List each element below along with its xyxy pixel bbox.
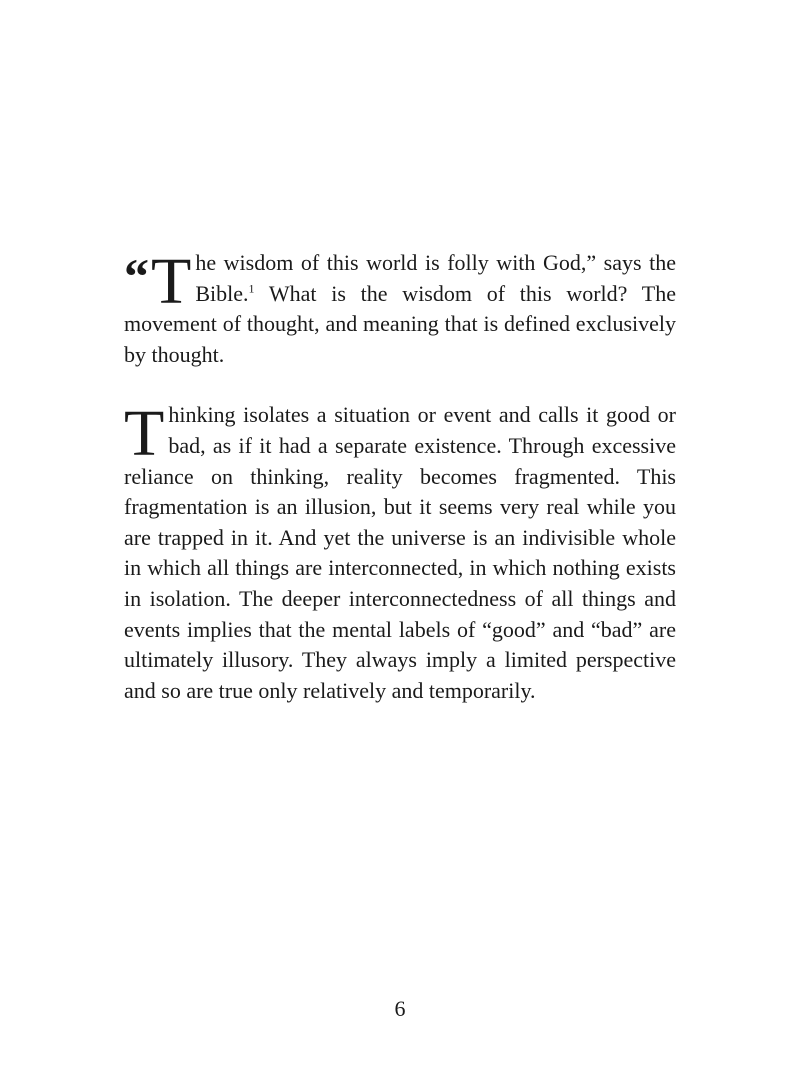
footnote-marker[interactable]: 1 bbox=[248, 281, 255, 296]
page-number: 6 bbox=[394, 996, 406, 1021]
drop-cap-2: T bbox=[124, 397, 165, 471]
paragraph-2-text: hinking isolates a situation or event and calls it good or bad, as if it had a separate existence. Through excessive reliance on thinking, reality becomes fragmented. This fragmentation is an illusion, but it seems very real while you are trapped in it. And yet the universe is an indivisible whole in which all things are interconnected, in which nothing exists in isolation. The deeper interconnectedness of all things and events implies that the mental labels of “good” and “bad” are ultimately illusory. They always imply a limited perspective and so are true only relatively and temporarily. bbox=[124, 402, 676, 703]
drop-cap-1: T bbox=[151, 245, 192, 318]
paragraph-1 bbox=[124, 245, 676, 370]
paragraph-2 bbox=[124, 397, 676, 706]
page-body bbox=[124, 245, 676, 706]
opening-quote-mark: “ bbox=[124, 248, 149, 304]
paragraph-1-text-a: he wisdom of this world is folly with God,” says the Bible. bbox=[195, 250, 676, 306]
paragraph-1-text-b: What is the wisdom of this world? The movement of thought, and meaning that is defined exclusively by thought. bbox=[124, 280, 676, 367]
